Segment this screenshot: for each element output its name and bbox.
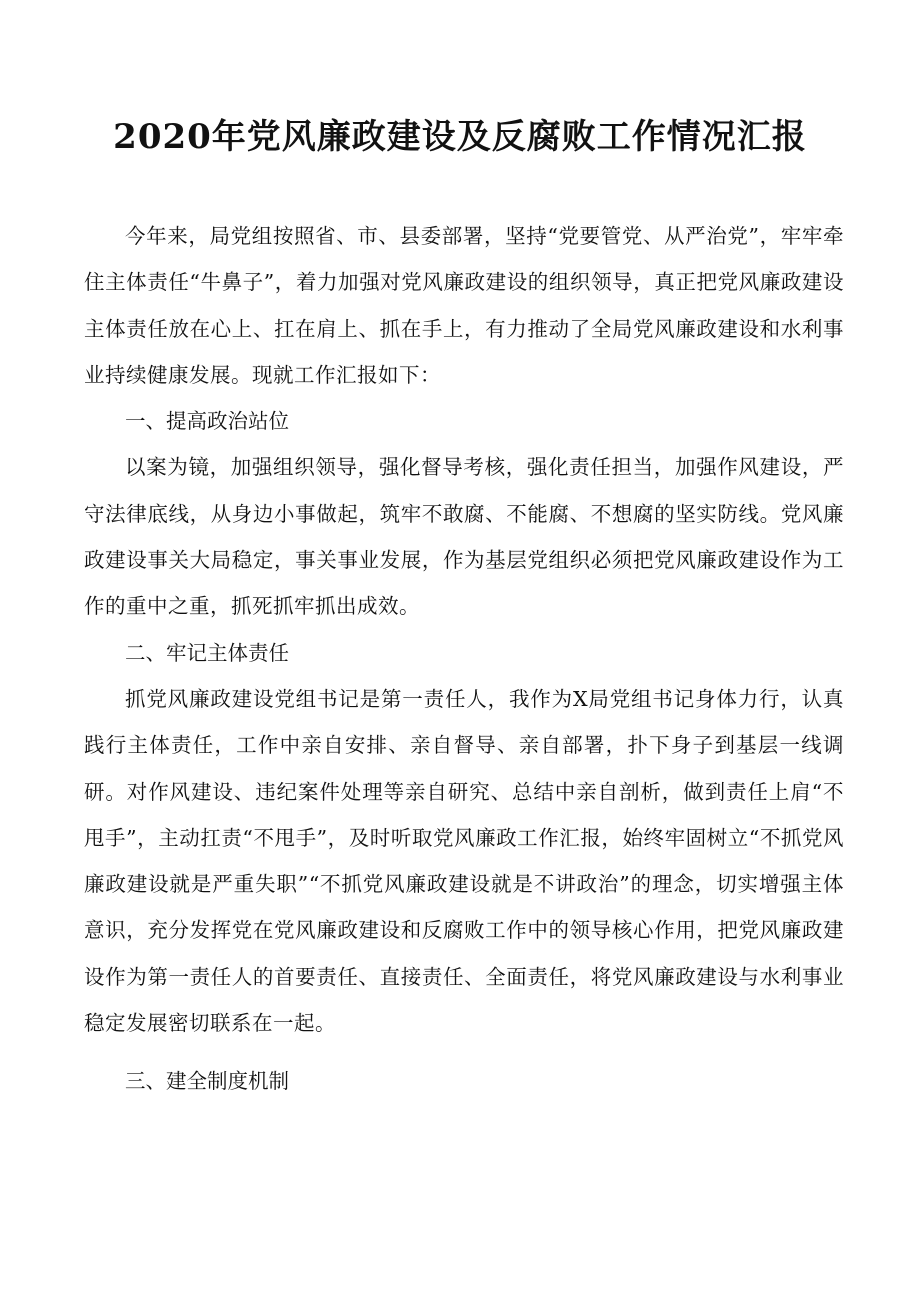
section-body-1: 以案为镜，加强组织领导，强化督导考核，强化责任担当，加强作风建设，严守法律底线，从身边小事做起，筑牢不敢腐、不能腐、不想腐的坚实防线。党风廉政建设事关大局稳定，事关事业发展，作为基层党组织必须把党风廉政建设作为工作的重中之重，抓死抓牢抓出成效。 xyxy=(84,455,844,619)
document-body xyxy=(84,213,844,1105)
section-heading-3: 三、建全制度机制 xyxy=(125,1069,289,1094)
section-heading-1: 一、提高政治站位 xyxy=(125,409,289,434)
intro-paragraph: 今年来，局党组按照省、市、县委部署，坚持“党要管党、从严治党”，牢牢牵住主体责任“牛鼻子”，着力加强对党风廉政建设的组织领导，真正把党风廉政建设主体责任放在心上、扛在肩上、抓在手上，有力推动了全局党风廉政建设和水利事业持续健康发展。现就工作汇报如下： xyxy=(84,224,844,387)
section-heading-2: 二、牢记主体责任 xyxy=(125,640,289,665)
document-title: 2020年党风廉政建设及反腐败工作情况汇报 xyxy=(113,117,807,157)
section-body-2: 抓党风廉政建设党组书记是第一责任人，我作为X局党组书记身体力行，认真践行主体责任，工作中亲自安排、亲自督导、亲自部署，扑下身子到基层一线调研。对作风建设、违纪案件处理等亲自研究、总结中亲自剖析，做到责任上肩“不甩手”，主动扛责“不甩手”，及时听取党风廉政工作汇报，始终牢固树立“不抓党风廉政建设就是严重失职”“不抓党风廉政建设就是不讲政治”的理念，切实增强主体意识，充分发挥党在党风廉政建设和反腐败工作中的领导核心作用，把党风廉政建设作为第一责任人的首要责任、直接责任、全面责任，将党风廉政建设与水利事业稳定发展密切联系在一起。 xyxy=(84,686,844,1036)
